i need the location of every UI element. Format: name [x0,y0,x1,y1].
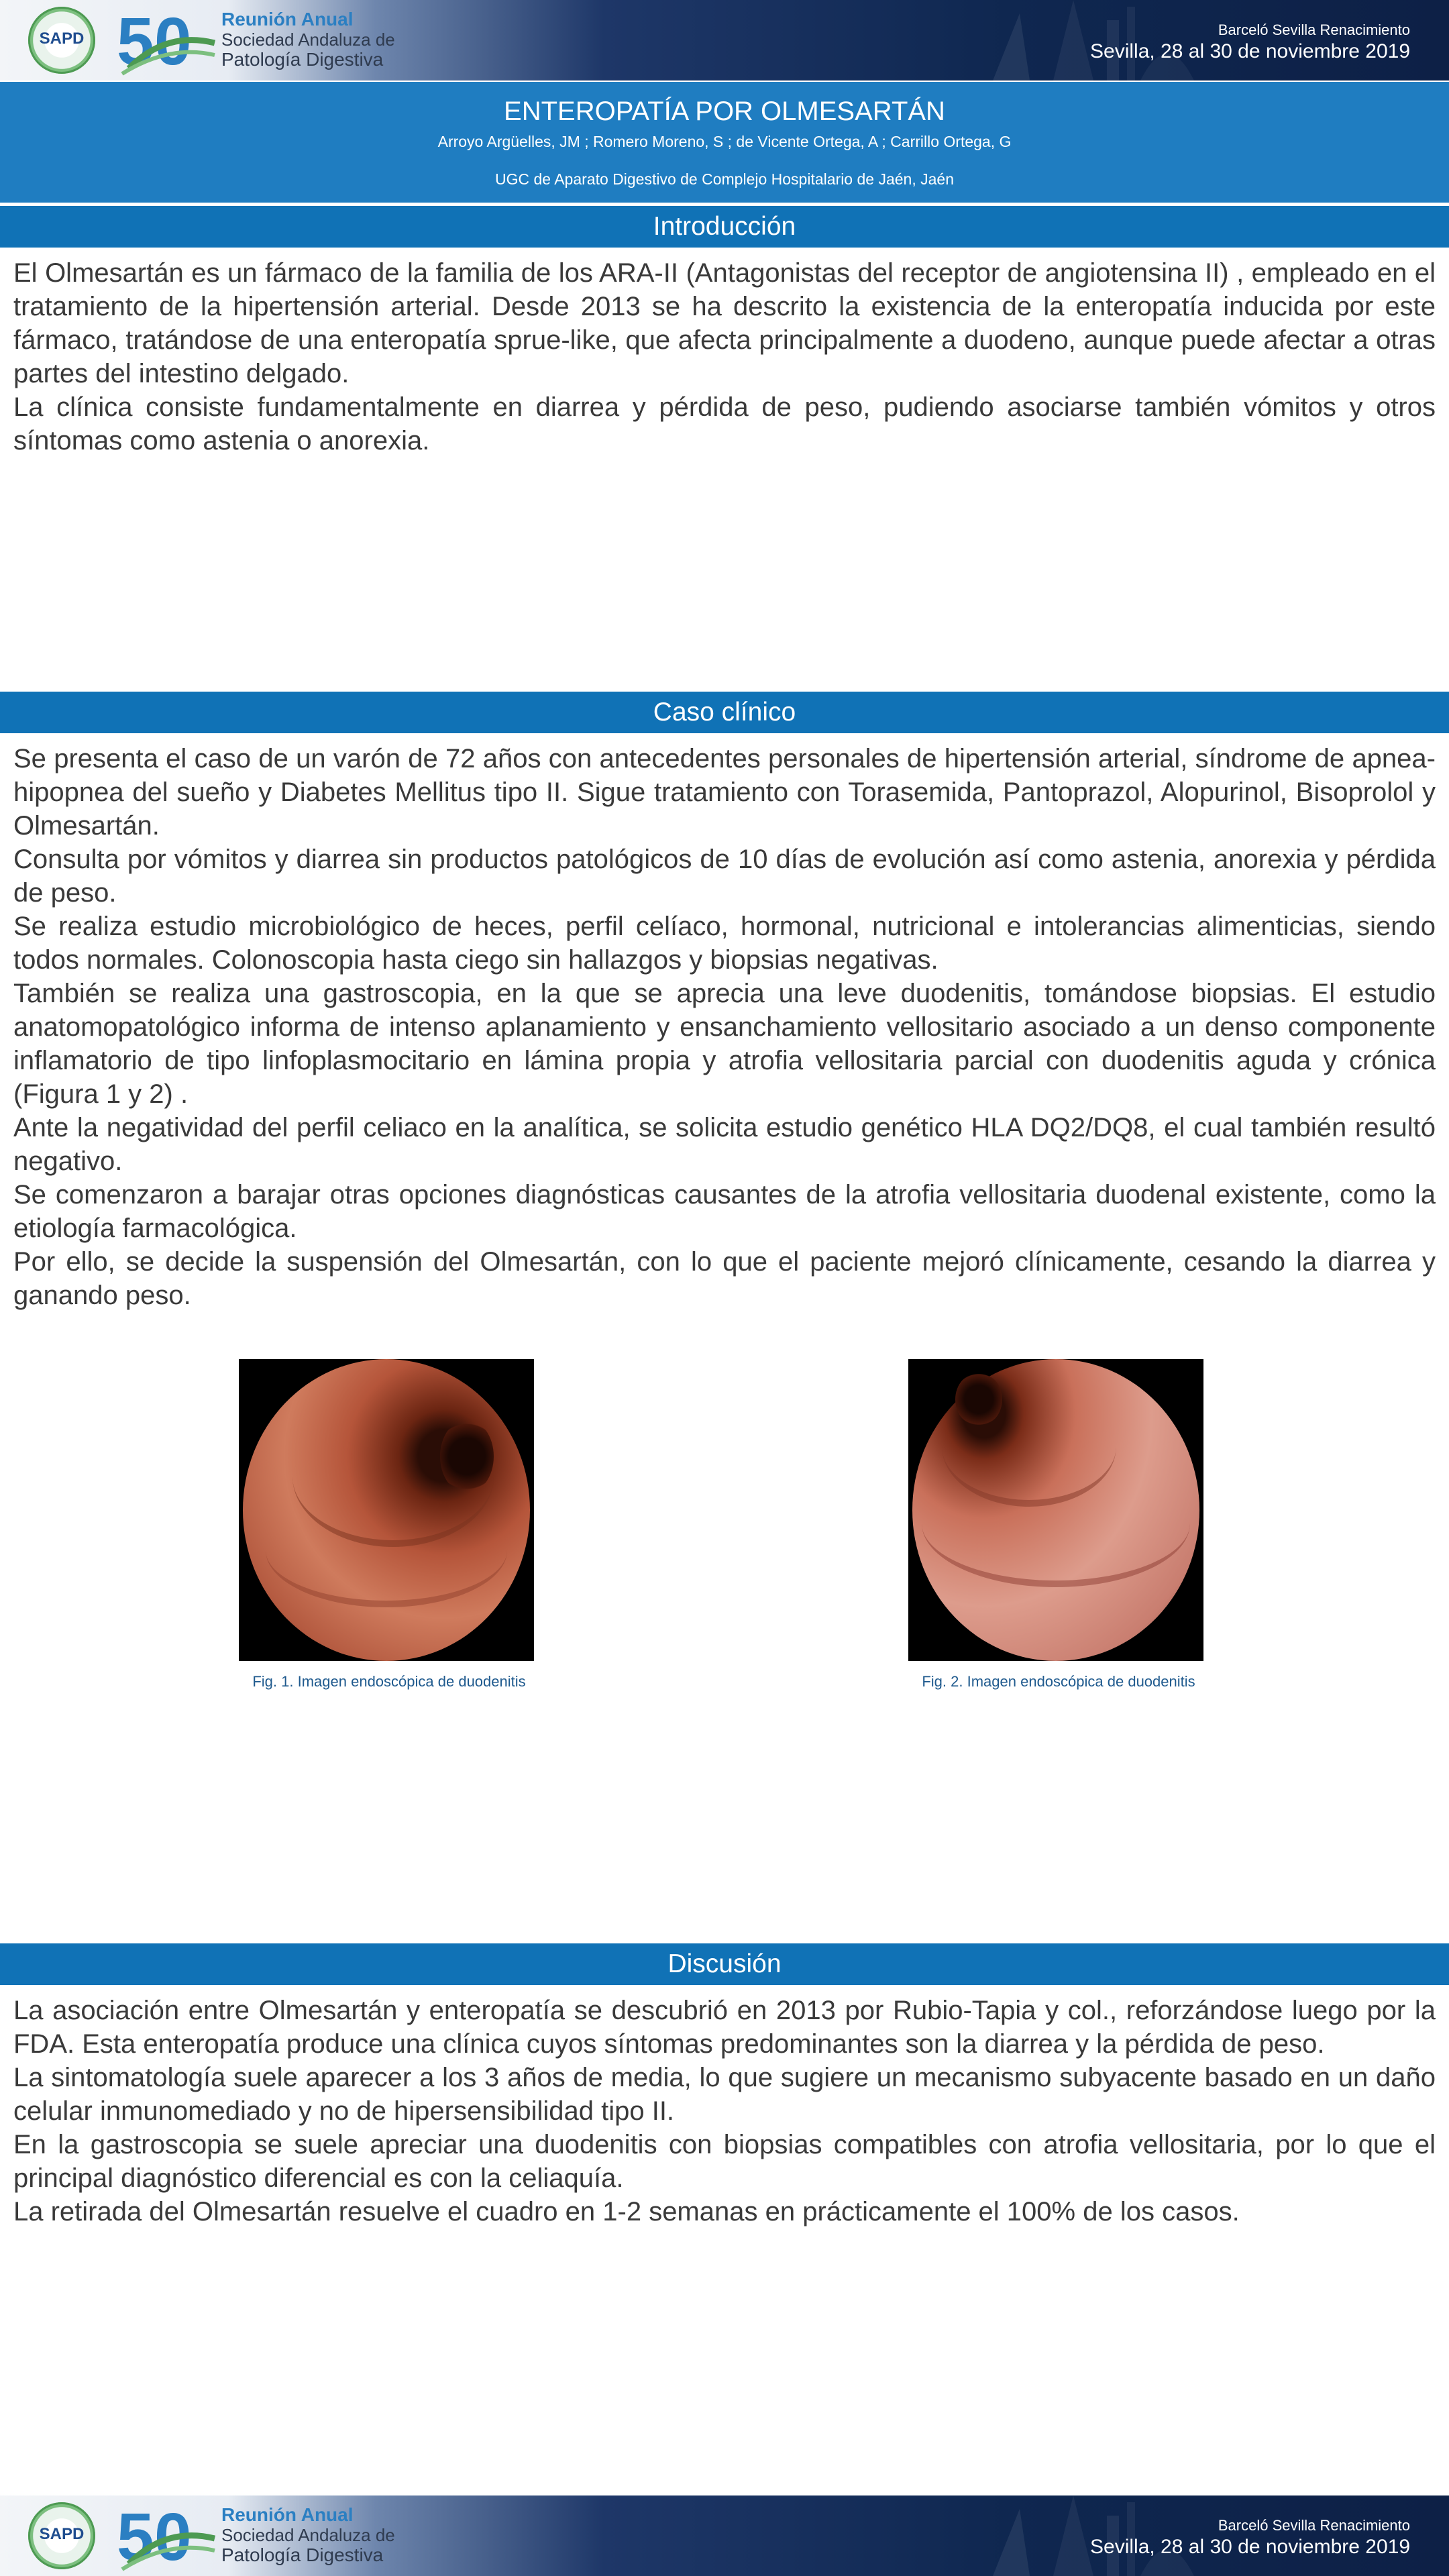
venue-label: Barceló Sevilla Renacimiento [1218,2517,1410,2534]
section-heading-discusion: Discusión [0,1943,1449,1985]
poster-affiliation: UGC de Aparato Digestivo de Complejo Hospitalario de Jaén, Jaén [495,170,954,188]
case-paragraph: Se presenta el caso de un varón de 72 años con antecedentes personales de hipertensión arterial, síndrome de apnea-hipopnea del sueño y Diabetes Mellitus tipo II. Sigue tratamiento con Torasemida, Pantoprazol, Alopurinol, Bisoprolol y Olmesartán. [13,744,1436,841]
case-paragraph: También se realiza una gastroscopia, en la que se aprecia una leve duodenitis, tomándose biopsias. El estudio anatomopatológico informa de intenso aplanamiento y ensanchamiento vellositario asociado a un denso componente inflamatorio de tipo linfoplasmocitario en lámina propia y atrofia vellositaria parcial con duodenitis aguda y crónica (Figura 1 y 2) . [13,979,1436,1109]
svg-text:0: 0 [154,4,192,76]
poster-authors: Arroyo Argüelles, JM ; Romero Moreno, S ; de Vicente Ortega, A ; Carrillo Ortega, G [437,133,1012,150]
brand-line-2: Sociedad Andaluza de [221,30,395,50]
svg-text:0: 0 [154,2500,192,2572]
case-paragraph: Consulta por vómitos y diarrea sin productos patológicos de 10 días de evolución así como astenia, anorexia y pérdida de peso. [13,845,1436,908]
intro-paragraph: El Olmesartán es un fármaco de la familia de los ARA-II (Antagonistas del receptor de angiotensina II) , empleado en el tratamiento de la hipertensión arterial. Desde 2013 se ha descrito la existencia de la enteropatía inducida por este fármaco, tratándose de una enteropatía sprue-like, que afecta principalmente a duodeno, aunque puede afectar a otras partes del intestino delgado. [13,258,1436,388]
brand-line-3: Patología Digestiva [221,49,384,70]
endoscopy-image-1 [239,1359,534,1661]
sapd-seal-logo [28,7,95,74]
society-brand [221,2505,395,2565]
discussion-paragraph: La retirada del Olmesartán resuelve el cuadro en 1-2 semanas en prácticamente el 100% de los casos. [13,2197,1240,2226]
poster-title-block [0,82,1449,203]
brand-line-1: Reunión Anual [221,2504,354,2525]
brand-line-2: Sociedad Andaluza de [221,2525,395,2545]
figure-1-caption: Fig. 1. Imagen endoscópica de duodenitis [252,1673,526,1690]
society-brand [221,9,395,70]
header-banner [0,0,1449,80]
case-paragraph: Se comenzaron a barajar otras opciones diagnósticas causantes de la atrofia vellositaria duodenal existente, como la etiología farmacológica. [13,1180,1436,1243]
seal-label: SAPD [39,30,85,48]
endoscopy-image-2 [908,1359,1203,1661]
discussion-paragraph: La asociación entre Olmesartán y enteropatía se descubrió en 2013 por Rubio-Tapia y col., reforzándose luego por la FDA. Esta enteropatía produce una clínica cuyos síntomas predominantes son la diarrea y la pérdida de peso. [13,1996,1436,2059]
section-body-introduccion [13,256,1436,458]
duodenal-lumen [955,1373,1002,1426]
case-paragraph: Por ello, se decide la suspensión del Olmesartán, con lo que el paciente mejoró clínicamente, cesando la diarrea y ganando peso. [13,1247,1436,1310]
event-dates: Sevilla, 28 al 30 de noviembre 2019 [1090,40,1410,62]
section-body-caso-clinico [13,742,1436,1312]
brand-line-3: Patología Digestiva [221,2544,384,2565]
venue-label: Barceló Sevilla Renacimiento [1218,21,1410,38]
discussion-paragraph: En la gastroscopia se suele apreciar una duodenitis con biopsias compatibles con atrofia vellositaria, por lo que el principal diagnóstico diferencial es con la celiaquía. [13,2130,1436,2193]
event-dates: Sevilla, 28 al 30 de noviembre 2019 [1090,2536,1410,2558]
svg-text:5: 5 [117,4,154,76]
case-paragraph: Ante la negatividad del perfil celiaco en la analítica, se solicita estudio genético HLA DQ2/DQ8, el cual también resultó negativo. [13,1113,1436,1176]
brand-line-1: Reunión Anual [221,9,354,30]
sapd-seal-logo [28,2502,95,2569]
banner-watermark [349,2501,1087,2575]
fifty-anniversary-logo [115,4,216,76]
seal-label: SAPD [39,2525,85,2543]
figure-2-caption: Fig. 2. Imagen endoscópica de duodenitis [922,1673,1195,1690]
discussion-paragraph: La sintomatología suele aparecer a los 3 años de media, lo que sugiere un mecanismo subyacente basado en un daño celular inmunomediado y no de hipersensibilidad tipo II. [13,2063,1436,2126]
poster-title: ENTEROPATÍA POR OLMESARTÁN [504,97,945,126]
svg-text:5: 5 [117,2500,154,2572]
case-paragraph: Se realiza estudio microbiológico de heces, perfil celíaco, hormonal, nutricional e intolerancias alimenticias, siendo todos normales. Colonoscopia hasta ciego sin hallazgos y biopsias negativas. [13,912,1436,975]
duodenal-lumen [440,1419,494,1493]
section-heading-caso-clinico: Caso clínico [0,692,1449,733]
section-body-discusion [13,1994,1436,2229]
footer-banner [0,2496,1449,2576]
intro-paragraph: La clínica consiste fundamentalmente en diarrea y pérdida de peso, pudiendo asociarse también vómitos y otros síntomas como astenia o anorexia. [13,392,1436,455]
banner-watermark [349,5,1087,79]
fifty-anniversary-logo [115,2500,216,2572]
section-heading-introduccion: Introducción [0,206,1449,248]
